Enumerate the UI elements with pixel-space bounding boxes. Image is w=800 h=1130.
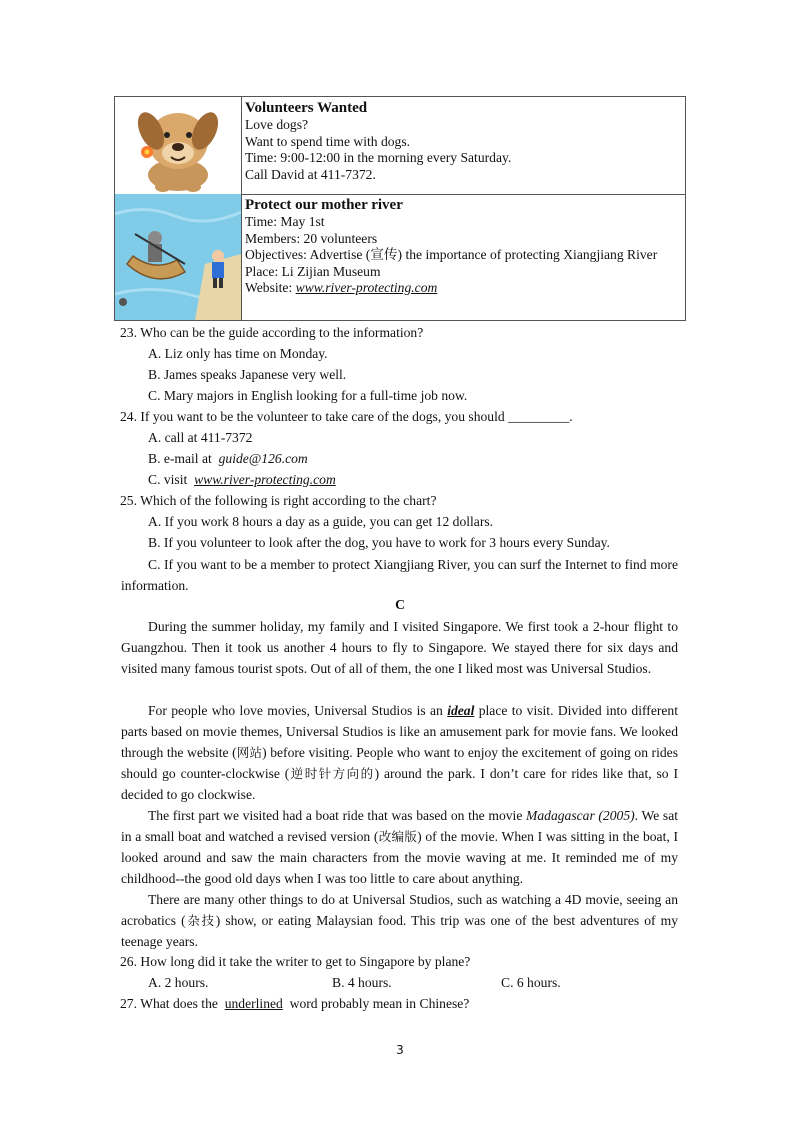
text: ) before visiting. People who want to enjoy the excitement of going on rides should go counter-clockwise ( [121,745,678,781]
underlined-text: underlined [224,996,283,1011]
ad-river [115,194,685,320]
ad-line: Call David at 411-7372. [245,166,376,182]
option-24b [148,449,308,469]
chinese-gloss: 杂技 [185,913,216,928]
ad-website-line [245,280,681,297]
option-23c: C. Mary majors in English looking for a full-time job now. [148,388,468,403]
ad-line: Love dogs? [245,117,309,132]
ad-line: Want to spend time with dogs. [245,133,411,149]
text: There are many other things to do at Universal Studios, such as watching a 4D movie, seeing an acrobatics ( [121,892,678,928]
passage-paragraph-1: During the summer holiday, my family and I visited Singapore. We first took a 2-hour flight to Guangzhou. Then it took us another 4 hours to fly to Singapore. We stayed there for six days and visited many famous tourist spots. Out of all of them, the one I liked most was Universal Studios. [121,619,678,676]
movie-title: Madagascar (2005) [526,808,635,823]
text: word probably mean in Chinese? [289,996,470,1011]
email-address: guide@126.com [218,451,308,466]
option-24a: A. call at 411-7372 [148,430,253,445]
dog-illustration [115,97,242,194]
page-number: 3 [396,1043,404,1057]
website-label: Website: [245,280,293,295]
question-24: 24. If you want to be the volunteer to take care of the dogs, you should _________. [120,409,573,424]
text: The first part we visited had a boat ride that was based on the movie [148,808,523,823]
ad-river-text [245,196,681,297]
text: For people who love movies, Universal Studios is an [148,703,443,718]
ad-title: Volunteers Wanted [245,100,368,116]
underlined-word: ideal [447,703,475,718]
text: ) show, or eating Malaysian food. This trip was one of the best adventures of my teenage years. [121,913,678,949]
chinese-gloss: 改编版 [378,829,418,844]
ad-line: Time: May 1st [245,214,325,229]
option-26a: A. 2 hours. [148,975,209,990]
option-text: C. visit [148,472,188,487]
option-25c: C. If you want to be a member to protect Xiangjiang River, you can surf the Internet to find more information. [121,557,678,593]
ad-line: Time: 9:00-12:00 in the morning every Saturday. [245,150,512,165]
question-27 [120,994,680,1014]
chinese-gloss: 逆时针方向的 [289,766,375,781]
website-link[interactable]: www.river-protecting.com [194,472,336,487]
info-table [114,96,686,321]
passage-paragraph-2 [121,700,678,805]
text: 27. What does the [120,996,218,1011]
passage-paragraph-3 [121,805,678,889]
option-25a: A. If you work 8 hours a day as a guide, you can get 12 dollars. [148,514,494,529]
option-23b: B. James speaks Japanese very well. [148,367,347,382]
ad-line: Place: Li Zijian Museum [245,263,381,279]
option-26b: B. 4 hours. [332,975,392,990]
question-23: 23. Who can be the guide according to the information? [120,325,424,340]
text: . We sat in a small boat and watched a revised version ( [121,808,679,844]
text: place to visit. Divided into different parts based on movie themes, Universal Studios is like an amusement park for movie fans. We looked through the website ( [121,703,678,760]
river-illustration [115,194,242,320]
ad-line: Members: 20 volunteers [245,230,378,246]
option-25b: B. If you volunteer to look after the dog, you have to work for 3 hours every Sunday. [148,535,610,550]
chinese-gloss: 网站 [236,745,263,760]
question-25: 25. Which of the following is right according to the chart? [120,493,437,508]
option-text: B. e-mail at [148,451,212,466]
question-26: 26. How long did it take the writer to get to Singapore by plane? [120,954,471,969]
option-26c: C. 6 hours. [501,975,561,990]
ad-title: Protect our mother river [245,197,403,213]
section-heading: C [395,597,405,612]
ad-volunteers-text [245,99,681,183]
option-24c [148,470,336,490]
text: ) around the park. I don’t care for rides like that, so I decided to go clockwise. [121,766,678,802]
ad-volunteers [115,97,685,195]
text: ) of the movie. When I was sitting in the boat, I looked around and saw the main characters from the movie waving at me. It reminded me of my childhood--the good old days when I was too little to care about anything. [121,829,678,886]
ad-line: Objectives: Advertise (宣传) the importance of protecting Xiangjiang River [245,247,658,262]
website-link[interactable]: www.river-protecting.com [295,280,438,295]
passage-paragraph-4 [121,889,678,952]
option-23a: A. Liz only has time on Monday. [148,346,328,361]
